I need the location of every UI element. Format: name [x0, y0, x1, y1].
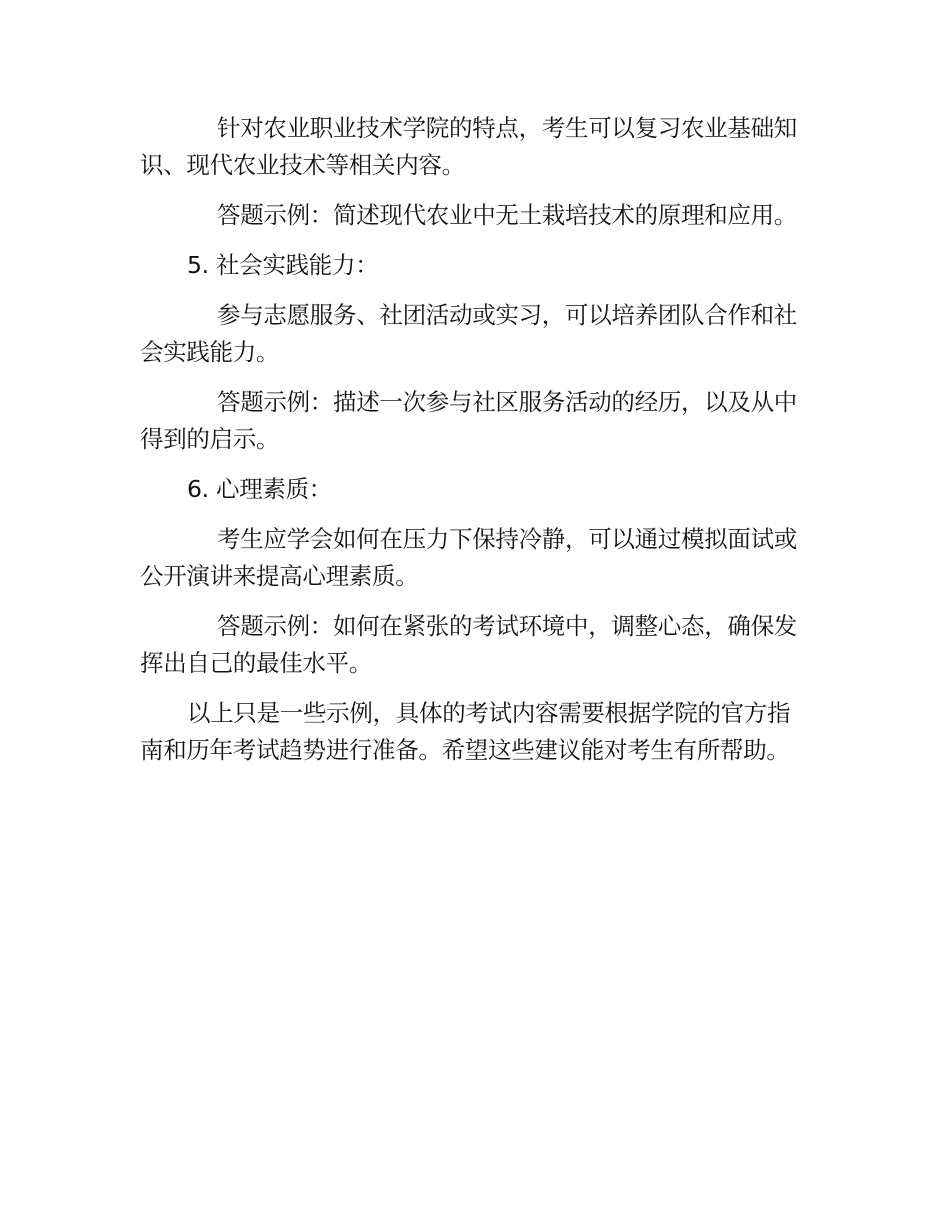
- document-body: [140, 110, 810, 782]
- paragraph-example-community: 答题示例：描述一次参与社区服务活动的经历，以及从中得到的启示。: [140, 388, 797, 453]
- paragraph-example-exam-mindset: 答题示例：如何在紧张的考试环境中，调整心态，确保发挥出自己的最佳水平。: [140, 612, 797, 677]
- section-heading-social-practice: 5. 社会实践能力：: [187, 251, 379, 279]
- paragraph-example-soilless: 答题示例：简述现代农业中无土栽培技术的原理和应用。: [217, 201, 797, 229]
- paragraph-psychology: 考生应学会如何在压力下保持冷静，可以通过模拟面试或公开演讲来提高心理素质。: [140, 525, 797, 590]
- paragraph-social-practice: 参与志愿服务、社团活动或实习，可以培养团队合作和社会实践能力。: [140, 301, 797, 366]
- section-heading-psychology: 6. 心理素质：: [187, 475, 332, 503]
- paragraph-agri-review: 针对农业职业技术学院的特点，考生可以复习农业基础知识、现代农业技术等相关内容。: [140, 114, 797, 179]
- paragraph-conclusion: 以上只是一些示例，具体的考试内容需要根据学院的官方指南和历年考试趋势进行准备。希望这些建议能对考生有所帮助。: [140, 699, 791, 764]
